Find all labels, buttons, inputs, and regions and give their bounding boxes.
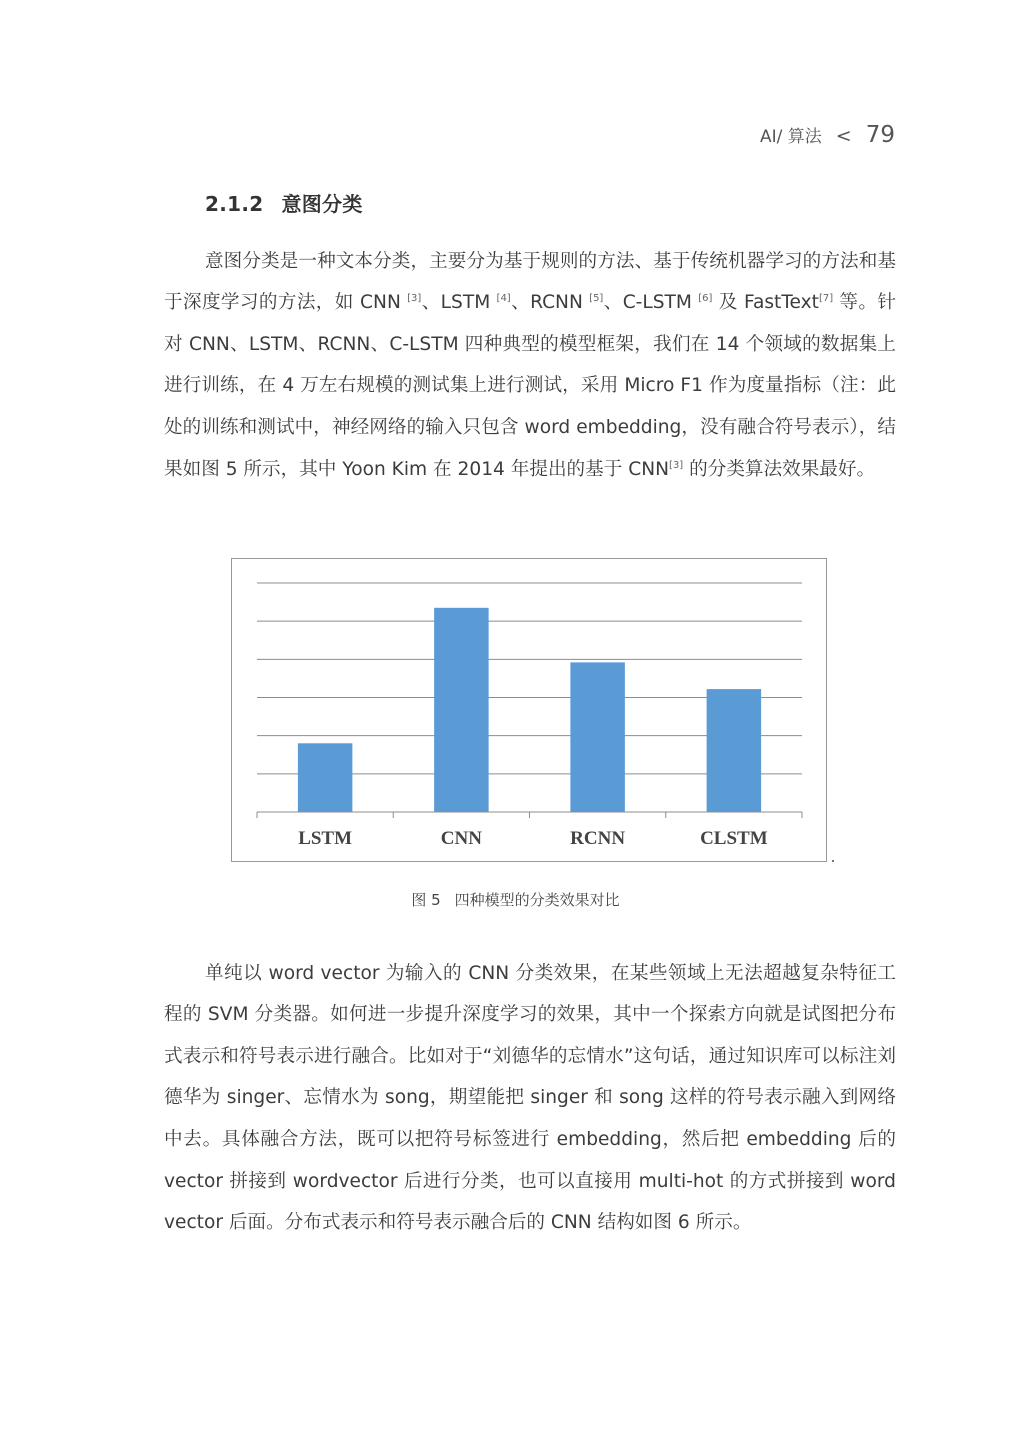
citation-ref: [5] <box>589 293 604 305</box>
running-header <box>760 122 895 148</box>
x-tick-label: CNN <box>440 828 482 849</box>
x-tick-label: RCNN <box>570 828 626 849</box>
para-text: 、LSTM <box>421 292 497 314</box>
citation-ref: [7] <box>818 293 834 305</box>
bar-cnn <box>434 608 489 812</box>
para-text: 意图分类是一种文本分类，主要分为基于规则的方法、基于传统机器学习的方法和基于深度学习的方法，如 CNN <box>164 250 896 314</box>
figure-caption <box>0 889 1031 910</box>
figure-caption-text: 四种模型的分类效果对比 <box>454 891 620 909</box>
citation-ref: [3] <box>669 459 684 471</box>
citation-ref: [3] <box>407 293 422 305</box>
x-tick-label: LSTM <box>298 828 353 849</box>
section-number: 2.1.2 <box>205 192 264 216</box>
section-title: 意图分类 <box>281 192 363 216</box>
para-text: 、RCNN <box>510 292 590 314</box>
intro-paragraph <box>164 241 896 491</box>
para-text: 、C-LSTM <box>603 292 699 314</box>
para-text: 等。针对 CNN、LSTM、RCNN、C-LSTM 四种典型的模型框架，我们在 14 个领域的数据集上进行训练，在 4 万左右规模的测试集上进行测试，采用 Micro F1 作为度量指标（注：此处的训练和测试中，神经网络的输入只包含 word embedding，没有融合符号表示），结果如图 5 所示，其中 Yoon Kim 在 2014 年提出的基于 CNN <box>164 292 896 480</box>
x-tick-label: CLSTM <box>700 828 768 849</box>
bar-chart <box>231 558 827 862</box>
section-heading <box>205 188 363 217</box>
stray-mark <box>832 860 834 862</box>
citation-ref: [4] <box>496 293 511 305</box>
page-number: 79 <box>865 122 895 148</box>
header-section-title: AI/ 算法 <box>760 127 822 147</box>
para-text: 及 FastText <box>712 292 819 314</box>
bar-clstm <box>707 689 762 812</box>
para-text: 的分类算法效果最好。 <box>683 458 876 480</box>
chart-svg <box>232 559 826 861</box>
bar-lstm <box>298 743 353 812</box>
bar-rcnn <box>570 662 625 812</box>
figure-number: 图 5 <box>411 891 441 909</box>
citation-ref: [6] <box>698 293 713 305</box>
header-separator: < <box>835 125 852 147</box>
body-paragraph: 单纯以 word vector 为输入的 CNN 分类效果，在某些领域上无法超越复杂特征工程的 SVM 分类器。如何进一步提升深度学习的效果，其中一个探索方向就是试图把分布式表示和符号表示进行融合。比如对于“刘德华的忘情水”这句话，通过知识库可以标注刘德华为 singer、忘情水为 song，期望能把 singer 和 song 这样的符号表示融入到网络中去。具体融合方法，既可以把符号标签进行 embedding，然后把 embedding 后的 vector 拼接到 wordvector 后进行分类，也可以直接用 multi-hot 的方式拼接到 word vector 后面。分布式表示和符号表示融合后的 CNN 结构如图 6 所示。 <box>164 962 896 1234</box>
